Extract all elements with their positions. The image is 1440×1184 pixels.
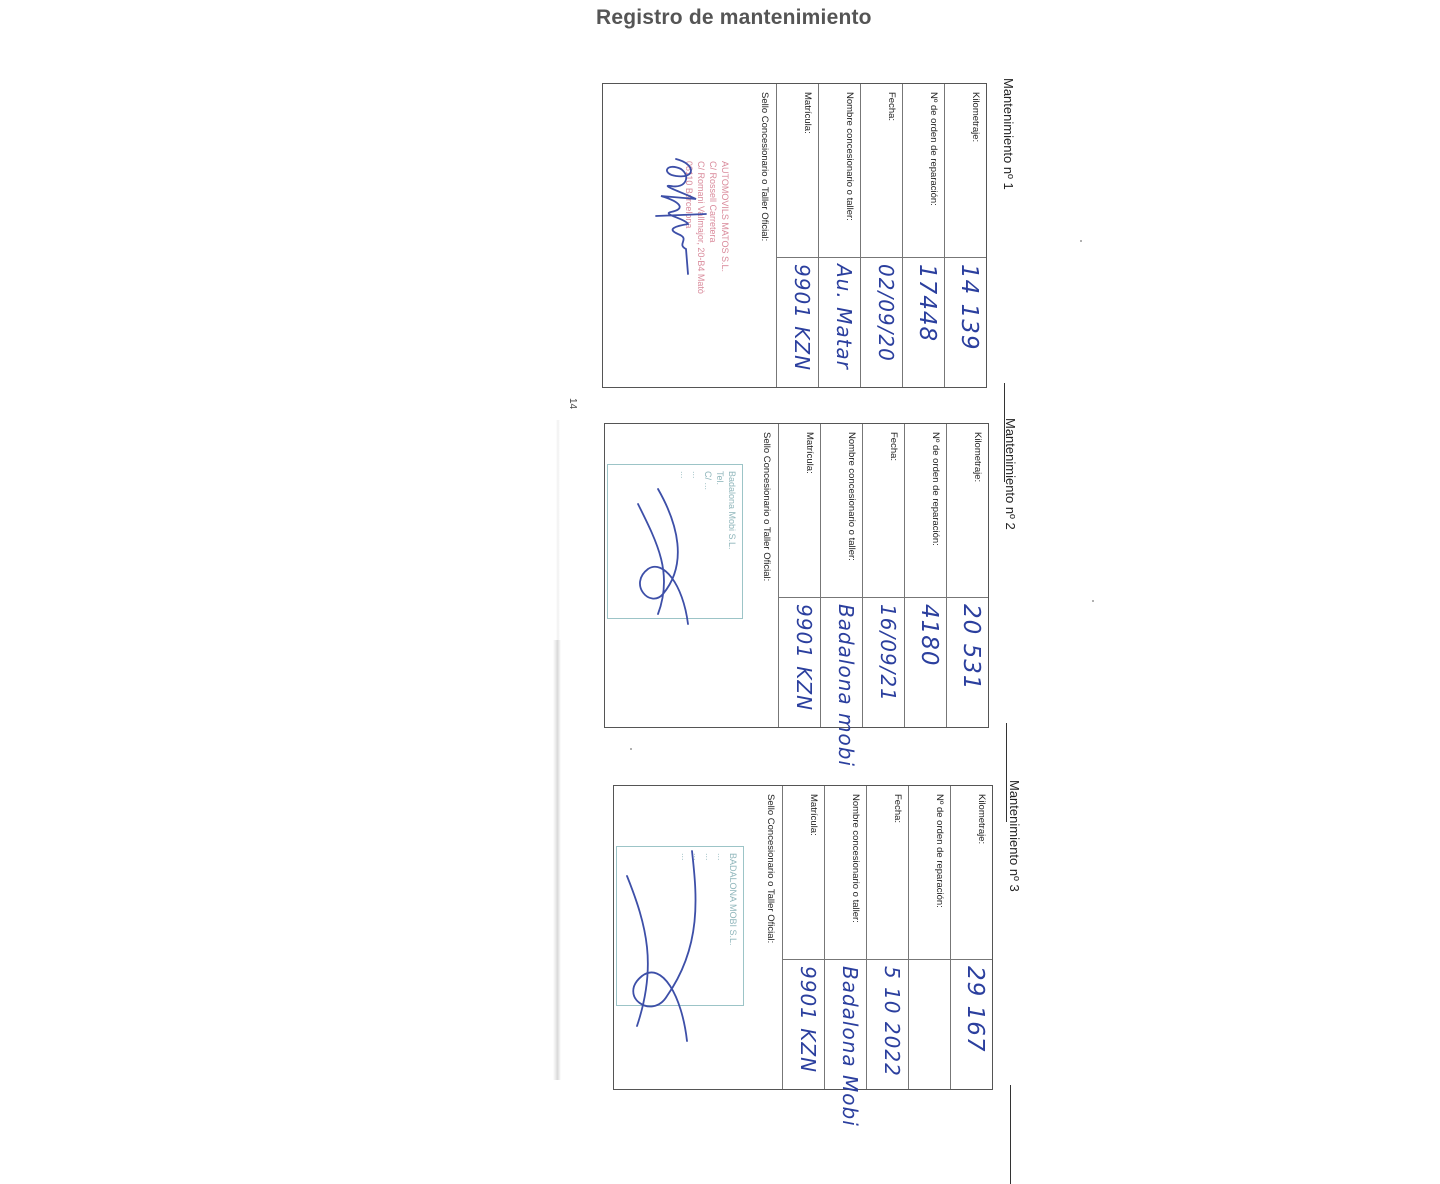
label-fecha: Fecha: xyxy=(888,432,899,462)
row-nombre xyxy=(820,424,862,767)
dealer-stamp: AUTOMOVILS MATOS S.L. C/ Rossell Carretera C/ Romani Vallmajor, 20-B4 Matò 08110 Barcelona xyxy=(684,161,730,294)
label-matricula: Matrícula: xyxy=(804,432,815,474)
value-cell xyxy=(909,959,950,1090)
row-fecha xyxy=(862,424,904,727)
row-matricula xyxy=(778,424,820,727)
row-matricula xyxy=(776,84,818,387)
value-kilometraje: 29 167 xyxy=(962,966,988,1053)
label-orden: Nº de orden de reparación: xyxy=(928,92,939,206)
value-cell xyxy=(779,597,820,728)
label-orden: Nº de orden de reparación: xyxy=(930,432,941,546)
dealer-stamp: BADALONA MOBI S.L. ... ... ... ... xyxy=(616,846,744,1006)
label-sello: Sello Concesionario o Taller Oficial: xyxy=(765,794,776,944)
row-fecha xyxy=(866,786,908,1089)
label-matricula: Matrícula: xyxy=(802,92,813,134)
row-kilometraje xyxy=(946,424,988,727)
value-matricula: 9901 KZN xyxy=(790,264,814,372)
signature xyxy=(607,846,727,1046)
row-kilometraje xyxy=(944,84,986,387)
binding-gutter-shadow xyxy=(553,640,561,1080)
value-cell xyxy=(861,257,902,388)
signature xyxy=(618,484,718,634)
value-orden: 4180 xyxy=(916,604,942,667)
row-matricula xyxy=(782,786,824,1089)
record-table xyxy=(604,423,989,767)
value-nombre: Au. Matar xyxy=(832,264,856,370)
value-cell xyxy=(819,257,860,388)
label-fecha: Fecha: xyxy=(886,92,897,122)
value-cell xyxy=(783,959,824,1090)
label-orden: Nº de orden de reparación: xyxy=(934,794,945,908)
value-fecha: 5 10 2022 xyxy=(880,966,904,1077)
scan-speck xyxy=(1092,600,1094,602)
binding-gutter-shadow-upper xyxy=(556,420,560,640)
seal-area xyxy=(605,424,778,727)
value-nombre: Badalona mobi xyxy=(834,604,858,767)
label-nombre: Nombre concesionario o taller: xyxy=(844,92,855,221)
dealer-stamp: Badalona Mobi S.L. Tel. C/ ... ... ... xyxy=(607,464,743,619)
label-kilometraje: Kilometraje: xyxy=(976,794,987,845)
value-orden: 17448 xyxy=(914,264,940,343)
record-table xyxy=(602,83,987,388)
label-kilometraje: Kilometraje: xyxy=(972,432,983,483)
label-sello: Sello Concesionario o Taller Oficial: xyxy=(759,92,770,242)
value-fecha: 16/09/21 xyxy=(876,604,900,702)
value-cell xyxy=(951,959,992,1090)
title-rule xyxy=(1010,1085,1011,1184)
label-sello: Sello Concesionario o Taller Oficial: xyxy=(761,432,772,582)
value-cell xyxy=(945,257,986,388)
row-orden xyxy=(908,786,950,1089)
label-kilometraje: Kilometraje: xyxy=(970,92,981,143)
seal-area xyxy=(603,84,776,387)
row-nombre xyxy=(818,84,860,387)
value-matricula: 9901 KZN xyxy=(796,966,820,1074)
row-kilometraje xyxy=(950,786,992,1089)
record-title: Mantenimiento nº 3 xyxy=(1007,780,1022,892)
signature xyxy=(646,154,716,284)
row-orden xyxy=(904,424,946,727)
value-cell xyxy=(903,257,944,388)
maintenance-record-3 xyxy=(581,780,1026,1180)
value-cell xyxy=(777,257,818,388)
row-fecha xyxy=(860,84,902,387)
value-matricula: 9901 KZN xyxy=(792,604,816,712)
seal-area xyxy=(614,786,782,1089)
row-nombre xyxy=(824,786,866,1127)
label-fecha: Fecha: xyxy=(892,794,903,824)
record-title: Mantenimiento nº 1 xyxy=(1001,78,1016,190)
value-cell xyxy=(947,597,988,728)
value-cell xyxy=(863,597,904,728)
value-kilometraje: 14 139 xyxy=(956,264,982,351)
record-title: Mantenimiento nº 2 xyxy=(1003,418,1018,530)
page-number: 14 xyxy=(567,398,578,410)
record-table xyxy=(613,785,993,1127)
value-cell xyxy=(867,959,908,1090)
scan-speck xyxy=(1080,240,1082,242)
value-fecha: 02/09/20 xyxy=(874,264,898,362)
label-matricula: Matrícula: xyxy=(808,794,819,836)
label-nombre: Nombre concesionario o taller: xyxy=(846,432,857,561)
page-title: Registro de mantenimiento xyxy=(596,6,872,29)
maintenance-record-2 xyxy=(577,418,1022,818)
row-orden xyxy=(902,84,944,387)
label-nombre: Nombre concesionario o taller: xyxy=(850,794,861,923)
value-kilometraje: 20 531 xyxy=(958,604,984,691)
value-nombre: Badalona Mobi xyxy=(838,966,862,1127)
value-cell xyxy=(905,597,946,728)
value-cell xyxy=(825,959,866,1127)
value-cell xyxy=(821,597,862,767)
